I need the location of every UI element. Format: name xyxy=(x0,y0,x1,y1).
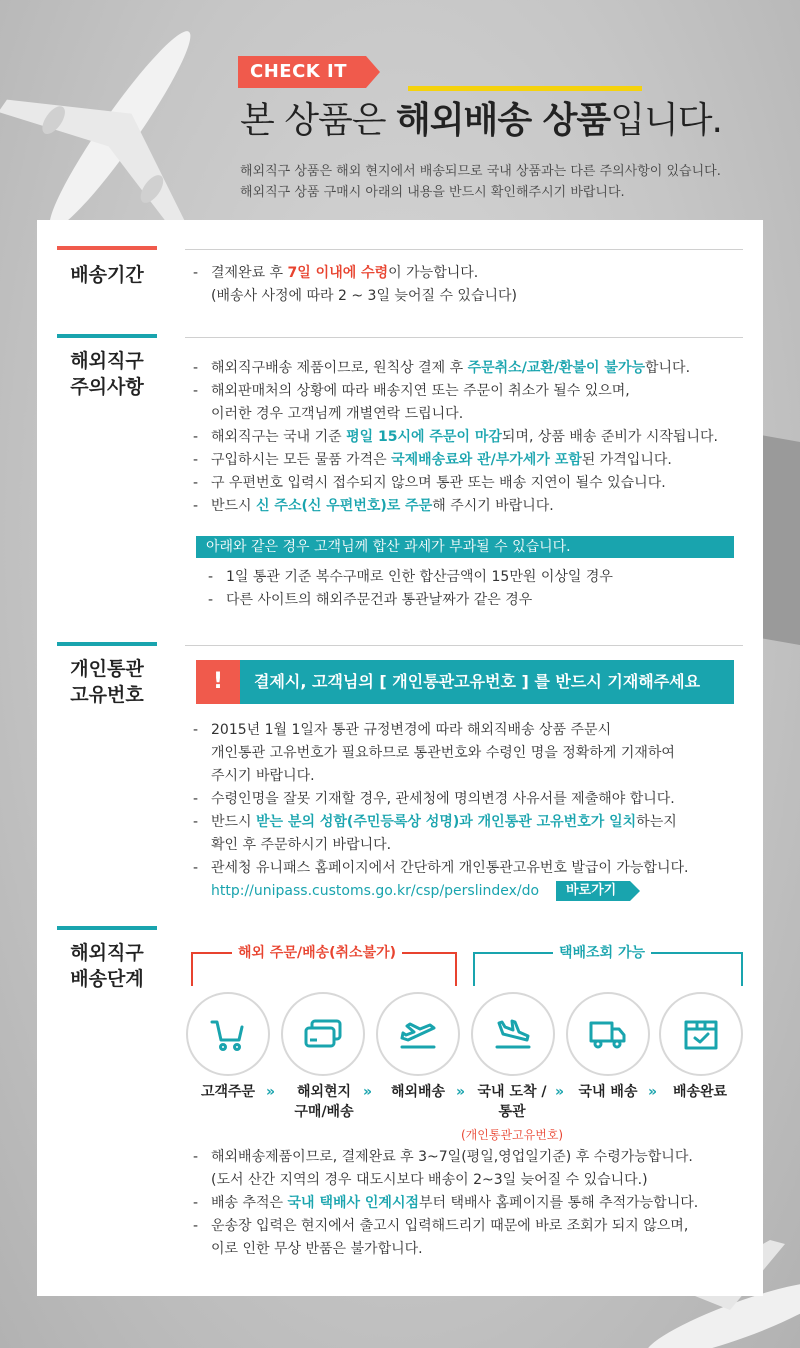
section-title-delivery: 배송기간 xyxy=(70,264,144,286)
truck-icon xyxy=(588,1014,628,1054)
combined-tax-banner: 아래와 같은 경우 고객님께 합산 과세가 부과될 수 있습니다. xyxy=(196,536,734,558)
customs-item-3-cont: 확인 후 주문하시기 바랍니다. xyxy=(211,837,392,853)
step-complete-label: 배송완료 xyxy=(672,1084,728,1100)
steps-note-1-cont: (도서 산간 지역의 경우 대도시보다 배송이 2~3일 늦어질 수 있습니다.) xyxy=(211,1172,648,1188)
section-bar-teal xyxy=(57,926,157,930)
customs-item-1: - 2015년 1월 1일자 통관 규정변경에 따라 해외직배송 상품 주문시 xyxy=(193,722,612,738)
caution-item-2: - 해외판매처의 상황에 따라 배송지연 또는 주문이 취소가 될수 있으며, xyxy=(193,383,630,399)
section-divider xyxy=(185,645,743,646)
goto-button[interactable]: 바로가기 xyxy=(556,881,630,901)
section-divider xyxy=(185,337,743,338)
airplane-takeoff-icon xyxy=(398,1014,438,1054)
unipass-url-link[interactable]: http://unipass.customs.go.kr/csp/perslindex/do xyxy=(211,883,540,899)
step-arrival-note: (개인통관고유번호) xyxy=(461,1128,564,1142)
steps-note-3: - 운송장 입력은 현지에서 출고시 입력해드리기 때문에 바로 조회가 되지 않으며, xyxy=(193,1218,689,1234)
step-arrow: » xyxy=(648,1084,658,1100)
exclamation-icon: ! xyxy=(196,660,240,704)
customs-item-3: - 반드시 받는 분의 성함(주민등록상 성명)과 개인통관 고유번호가 일치하는지 xyxy=(193,814,677,830)
airplane-landing-icon xyxy=(493,1014,533,1054)
caution-item-2-cont: 이러한 경우 고객님께 개별연락 드립니다. xyxy=(211,406,464,422)
section-bar-teal xyxy=(57,334,157,338)
step-shipping-label: 해외배송 xyxy=(390,1084,446,1100)
tax-item-1: - 1일 통관 기준 복수구매로 인한 합산금액이 15만원 이상일 경우 xyxy=(208,569,613,585)
steps-note-1: - 해외배송제품이므로, 결제완료 후 3~7일(평일,영업일기준) 후 수령가능합니다. xyxy=(193,1149,693,1165)
delivery-item-1-cont: (배송사 사정에 따라 2 ~ 3일 늦어질 수 있습니다) xyxy=(211,288,517,304)
step-arrow: » xyxy=(266,1084,276,1100)
box-check-icon xyxy=(681,1014,721,1054)
step-domestic-label: 국내 배송 xyxy=(578,1084,638,1100)
customs-item-1-cont: 개인통관 고유번호가 필요하므로 통관번호와 수령인 명을 정확하게 기재하여 xyxy=(211,745,675,761)
credit-card-icon xyxy=(303,1014,343,1054)
customs-warning-text: 결제시, 고객님의 [ 개인통관고유번호 ] 를 반드시 기재해주세요 xyxy=(254,672,701,691)
caution-item-4: - 구입하시는 모든 물품 가격은 국제배송료와 관/부가세가 포함된 가격입니다. xyxy=(193,452,672,468)
section-bar-teal xyxy=(57,642,157,646)
step-purchase-label: 해외현지 구매/배송 xyxy=(294,1084,354,1120)
steps-note-2: - 배송 추적은 국내 택배사 인계시점부터 택배사 홈페이지를 통해 추적가능합니다. xyxy=(193,1195,699,1211)
section-divider xyxy=(185,249,743,250)
step-shipping-circle xyxy=(376,992,460,1076)
intro-line-1: 해외직구 상품은 해외 현지에서 배송되므로 국내 상품과는 다른 주의사항이 있습니다. xyxy=(240,164,721,179)
step-domestic-circle xyxy=(566,992,650,1076)
customs-item-1-cont2: 주시기 바랍니다. xyxy=(211,768,315,784)
step-purchase-circle xyxy=(281,992,365,1076)
step-arrow: » xyxy=(456,1084,466,1100)
delivery-item-1: - 결제완료 후 7일 이내에 수령이 가능합니다. xyxy=(193,265,479,281)
step-order-circle xyxy=(186,992,270,1076)
cart-icon xyxy=(208,1014,248,1054)
caution-item-5: - 구 우편번호 입력시 접수되지 않으며 통관 또는 배송 지연이 될수 있습니다. xyxy=(193,475,666,491)
step-arrow: » xyxy=(363,1084,373,1100)
step-complete-circle xyxy=(659,992,743,1076)
section-bar-red xyxy=(57,246,157,250)
step-arrival-label: 국내 도착 / 통관 xyxy=(477,1084,547,1120)
customs-item-2: - 수령인명을 잘못 기재할 경우, 관세청에 명의변경 사유서를 제출해야 합니다. xyxy=(193,791,675,807)
page-title: 본 상품은 해외배송 상품입니다. xyxy=(240,100,722,141)
bracket-overseas-label: 해외 주문/배송(취소불가) xyxy=(232,942,402,962)
check-it-badge: CHECK IT xyxy=(238,56,366,88)
section-title-steps: 해외직구 배송단계 xyxy=(70,942,144,990)
steps-note-3-cont: 이로 인한 무상 반품은 불가합니다. xyxy=(211,1241,423,1257)
step-arrow: » xyxy=(555,1084,565,1100)
caution-item-1: - 해외직구배송 제품이므로, 원칙상 결제 후 주문취소/교환/환불이 불가능합니다. xyxy=(193,360,691,376)
step-order-label: 고객주문 xyxy=(200,1084,256,1100)
customs-item-4: - 관세청 유니패스 홈페이지에서 간단하게 개인통관고유번호 발급이 가능합니다. xyxy=(193,860,689,876)
section-title-caution: 해외직구 주의사항 xyxy=(70,350,144,398)
caution-item-3: - 해외직구는 국내 기준 평일 15시에 주문이 마감되며, 상품 배송 준비가 시작됩니다. xyxy=(193,429,718,445)
title-highlight-line xyxy=(408,86,642,91)
step-arrival-circle xyxy=(471,992,555,1076)
caution-item-6: - 반드시 신 주소(신 우편번호)로 주문해 주시기 바랍니다. xyxy=(193,498,554,514)
bracket-tracking-label: 택배조회 가능 xyxy=(553,942,651,962)
intro-line-2: 해외직구 상품 구매시 아래의 내용을 반드시 확인해주시기 바랍니다. xyxy=(240,185,625,200)
section-title-customs: 개인통관 고유번호 xyxy=(70,658,144,706)
tax-item-2: - 다른 사이트의 해외주문건과 통관날짜가 같은 경우 xyxy=(208,592,533,608)
